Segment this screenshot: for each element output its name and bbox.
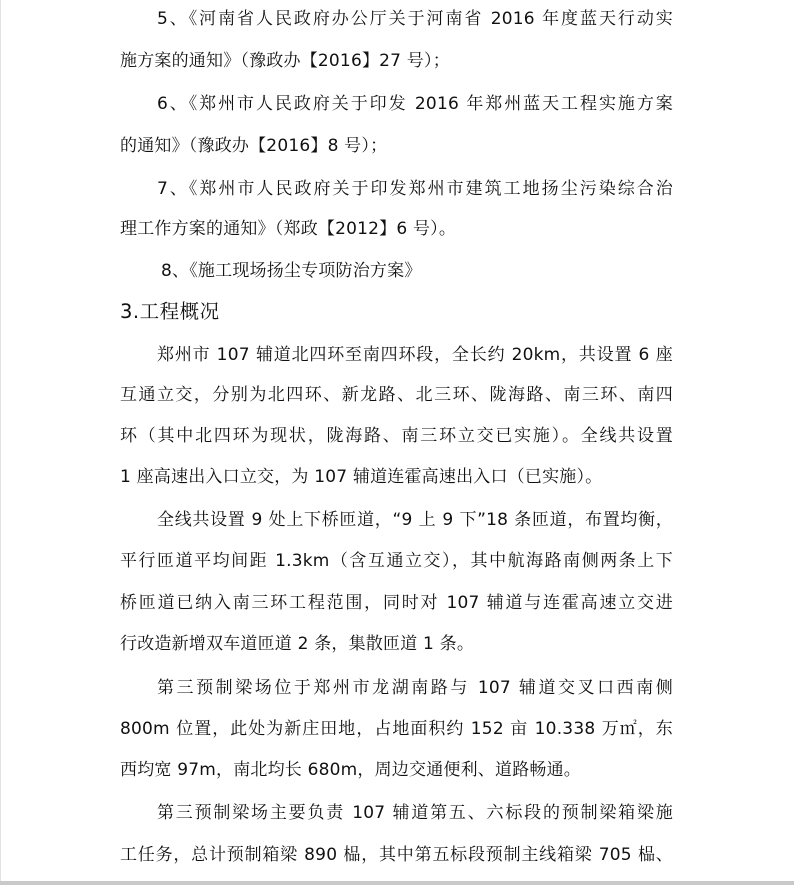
paragraph-2-line-2: 平行匝道平均间距 1.3km（含互通立交），其中航海路南侧两条上下 — [120, 551, 673, 571]
reference-5-line-1: 5、《河南省人民政府办公厅关于河南省 2016 年度蓝天行动实 — [157, 9, 673, 29]
page-bottom-edge — [0, 881, 794, 885]
paragraph-3-line-1: 第三预制梁场位于郑州市龙湖南路与 107 辅道交叉口西南侧 — [157, 678, 673, 698]
paragraph-2-line-3: 桥匝道已纳入南三环工程范围，同时对 107 辅道与连霍高速立交进 — [120, 593, 673, 613]
paragraph-1-line-2: 互通立交，分别为北四环、新龙路、北三环、陇海路、南三环、南四 — [120, 385, 673, 405]
paragraph-3-line-3: 西均宽 97m，南北均长 680m，周边交通便利、道路畅通。 — [120, 760, 582, 780]
section-heading: 3.工程概况 — [120, 300, 220, 323]
paragraph-1-line-3: 环（其中北四环为现状，陇海路、南三环立交已实施）。全线共设置 — [120, 426, 673, 446]
reference-6-line-2: 的通知》（豫政办【2016】8 号）； — [120, 136, 388, 156]
paragraph-1-line-4: 1 座高速出入口立交，为 107 辅道连霍高速出入口（已实施）。 — [120, 467, 603, 487]
paragraph-3-line-2: 800m 位置，此处为新庄田地，占地面积约 152 亩 10.338 万㎡，东 — [120, 719, 673, 739]
reference-8-line-1: 8、《施工现场扬尘专项防治方案》 — [161, 261, 422, 281]
paragraph-2-line-1: 全线共设置 9 处上下桥匝道，“9 上 9 下”18 条匝道，布置均衡， — [157, 510, 673, 530]
reference-7-line-1: 7、《郑州市人民政府关于印发郑州市建筑工地扬尘污染综合治 — [157, 179, 673, 199]
reference-6-line-1: 6、《郑州市人民政府关于印发 2016 年郑州蓝天工程实施方案 — [157, 94, 673, 114]
paragraph-4-line-1: 第三预制梁场主要负责 107 辅道第五、六标段的预制梁箱梁施 — [157, 803, 673, 823]
reference-7-line-2: 理工作方案的通知》（郑政【2012】6 号）。 — [120, 219, 457, 239]
paragraph-1-line-1: 郑州市 107 辅道北四环至南四环段，全长约 20km，共设置 6 座 — [157, 345, 673, 365]
paragraph-4-line-2: 工任务，总计预制箱梁 890 榀，其中第五标段预制主线箱梁 705 榀、 — [120, 845, 673, 865]
paragraph-2-line-4: 行改造新增双车道匝道 2 条，集散匝道 1 条。 — [120, 634, 475, 654]
reference-5-line-2: 施方案的通知》（豫政办【2016】27 号）； — [120, 51, 450, 71]
page-left-edge — [0, 0, 1, 885]
